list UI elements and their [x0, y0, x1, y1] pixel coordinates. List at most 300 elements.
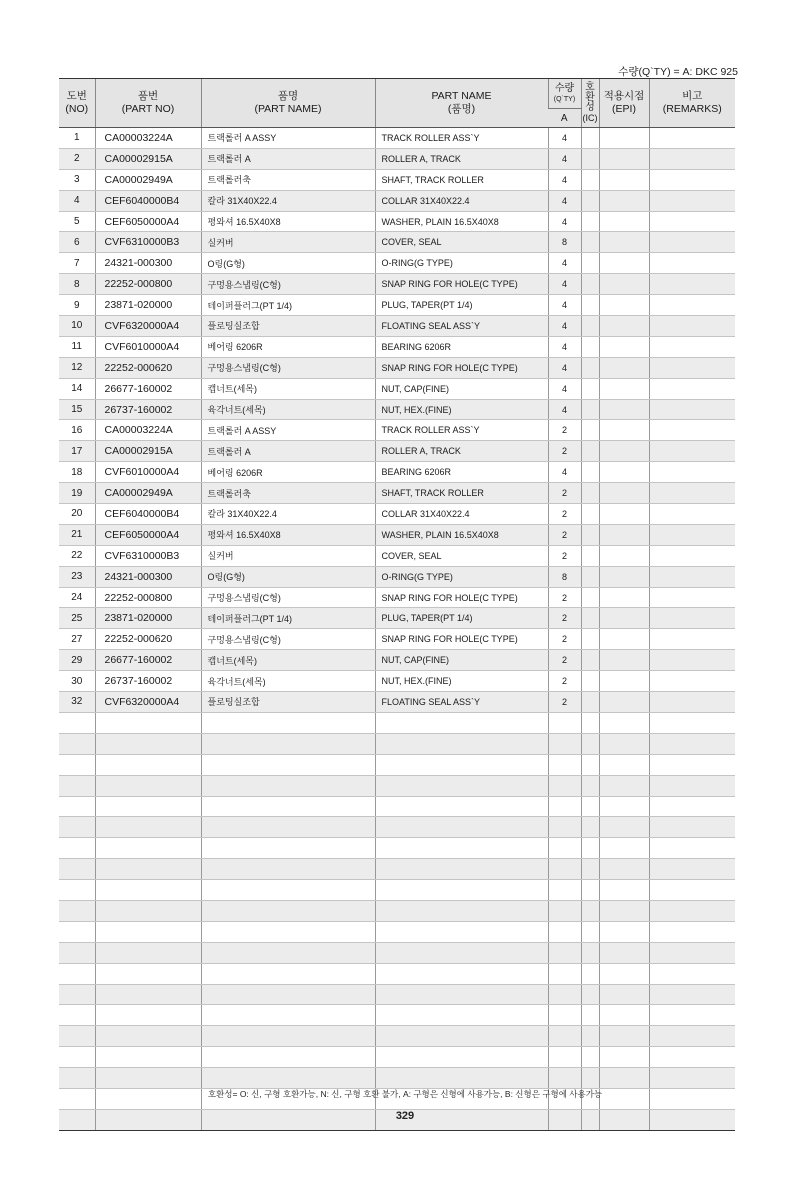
header-no-ko: 도번	[66, 90, 87, 102]
cell-epi	[599, 900, 649, 921]
table-row	[59, 295, 735, 316]
cell-epi	[599, 796, 649, 817]
cell-part-no	[95, 712, 201, 733]
cell-epi	[599, 712, 649, 733]
cell-part-no	[95, 1068, 201, 1089]
table-row	[59, 963, 735, 984]
cell-no	[59, 942, 95, 963]
cell-part-name-ko: 트랙롤러축	[201, 169, 375, 190]
cell-quantity-a	[548, 942, 581, 963]
cell-interchangeability	[581, 504, 599, 525]
parts-list-table	[59, 78, 735, 1131]
cell-epi	[599, 190, 649, 211]
cell-no: 23	[59, 566, 95, 587]
cell-part-name-ko: 트랙롤러 A ASSY	[201, 420, 375, 441]
cell-part-no: 22252-000800	[95, 587, 201, 608]
table-row	[59, 921, 735, 942]
cell-quantity-a: 4	[548, 274, 581, 295]
cell-epi	[599, 399, 649, 420]
cell-quantity-a: 2	[548, 504, 581, 525]
cell-part-no: CEF6040000B4	[95, 504, 201, 525]
cell-epi	[599, 316, 649, 337]
cell-quantity-a: 4	[548, 211, 581, 232]
cell-interchangeability	[581, 524, 599, 545]
table-row	[59, 357, 735, 378]
table-row	[59, 190, 735, 211]
cell-epi	[599, 629, 649, 650]
cell-part-name-en: O-RING(G TYPE)	[375, 566, 548, 587]
cell-no: 24	[59, 587, 95, 608]
cell-part-no	[95, 1026, 201, 1047]
cell-interchangeability	[581, 859, 599, 880]
cell-epi	[599, 838, 649, 859]
header-remarks-en: (REMARKS)	[662, 103, 722, 115]
cell-remarks	[649, 859, 735, 880]
cell-epi	[599, 566, 649, 587]
cell-interchangeability	[581, 566, 599, 587]
cell-part-name-ko	[201, 1005, 375, 1026]
cell-epi	[599, 817, 649, 838]
cell-epi	[599, 295, 649, 316]
cell-part-no	[95, 859, 201, 880]
cell-no	[59, 733, 95, 754]
cell-part-name-en: ROLLER A, TRACK	[375, 148, 548, 169]
cell-quantity-a: 4	[548, 148, 581, 169]
cell-part-no	[95, 1047, 201, 1068]
header-part-no-en: (PART NO)	[121, 103, 175, 115]
cell-epi	[599, 336, 649, 357]
cell-part-name-en	[375, 963, 548, 984]
header-part-name-ko	[201, 79, 375, 128]
cell-no: 11	[59, 336, 95, 357]
cell-part-name-ko	[201, 838, 375, 859]
cell-part-no: CVF6320000A4	[95, 316, 201, 337]
table-row	[59, 420, 735, 441]
cell-quantity-a	[548, 1068, 581, 1089]
cell-remarks	[649, 838, 735, 859]
table-row	[59, 441, 735, 462]
cell-no: 19	[59, 483, 95, 504]
table-row	[59, 128, 735, 149]
header-quantity-a: A	[548, 109, 581, 128]
table-row	[59, 900, 735, 921]
cell-no	[59, 796, 95, 817]
cell-part-name-en: TRACK ROLLER ASS`Y	[375, 420, 548, 441]
cell-epi	[599, 984, 649, 1005]
cell-interchangeability	[581, 963, 599, 984]
cell-quantity-a: 4	[548, 253, 581, 274]
cell-interchangeability	[581, 796, 599, 817]
cell-part-no: CVF6320000A4	[95, 692, 201, 713]
cell-quantity-a: 2	[548, 587, 581, 608]
cell-part-name-en	[375, 817, 548, 838]
cell-epi	[599, 504, 649, 525]
cell-quantity-a	[548, 712, 581, 733]
cell-quantity-a: 4	[548, 128, 581, 149]
table-row	[59, 253, 735, 274]
cell-remarks	[649, 211, 735, 232]
table-row	[59, 1068, 735, 1089]
cell-no: 16	[59, 420, 95, 441]
cell-epi	[599, 169, 649, 190]
cell-epi	[599, 211, 649, 232]
cell-part-name-en: O-RING(G TYPE)	[375, 253, 548, 274]
cell-quantity-a: 2	[548, 483, 581, 504]
cell-part-name-ko	[201, 775, 375, 796]
cell-part-name-en: SHAFT, TRACK ROLLER	[375, 483, 548, 504]
header-no-en: (NO)	[65, 103, 89, 115]
cell-quantity-a: 4	[548, 169, 581, 190]
cell-remarks	[649, 921, 735, 942]
table-row	[59, 880, 735, 901]
cell-remarks	[649, 1047, 735, 1068]
table-row	[59, 274, 735, 295]
cell-quantity-a: 4	[548, 295, 581, 316]
cell-remarks	[649, 566, 735, 587]
cell-part-no	[95, 817, 201, 838]
cell-quantity-a: 8	[548, 566, 581, 587]
cell-interchangeability	[581, 1005, 599, 1026]
cell-interchangeability	[581, 378, 599, 399]
cell-quantity-a	[548, 1047, 581, 1068]
cell-part-no: CEF6050000A4	[95, 524, 201, 545]
cell-remarks	[649, 733, 735, 754]
cell-part-name-en: NUT, HEX.(FINE)	[375, 399, 548, 420]
cell-no: 10	[59, 316, 95, 337]
cell-epi	[599, 692, 649, 713]
cell-part-name-en	[375, 900, 548, 921]
cell-interchangeability	[581, 1026, 599, 1047]
cell-remarks	[649, 274, 735, 295]
cell-part-name-en: NUT, HEX.(FINE)	[375, 671, 548, 692]
cell-part-no: CA00002915A	[95, 441, 201, 462]
cell-epi	[599, 441, 649, 462]
cell-interchangeability	[581, 169, 599, 190]
cell-quantity-a	[548, 880, 581, 901]
header-epi-ko: 적용시점	[603, 90, 645, 102]
cell-epi	[599, 880, 649, 901]
cell-no	[59, 984, 95, 1005]
cell-part-no	[95, 796, 201, 817]
cell-quantity-a: 2	[548, 608, 581, 629]
cell-no: 32	[59, 692, 95, 713]
cell-part-name-ko: 트랙롤러 A	[201, 148, 375, 169]
cell-quantity-a: 4	[548, 316, 581, 337]
cell-interchangeability	[581, 650, 599, 671]
cell-part-no: CA00003224A	[95, 420, 201, 441]
cell-part-name-en: NUT, CAP(FINE)	[375, 650, 548, 671]
cell-part-name-en	[375, 1026, 548, 1047]
cell-epi	[599, 963, 649, 984]
cell-part-name-ko: 베어링 6206R	[201, 336, 375, 357]
cell-remarks	[649, 128, 735, 149]
table-row	[59, 859, 735, 880]
cell-part-name-en	[375, 1068, 548, 1089]
cell-part-name-ko	[201, 754, 375, 775]
cell-no	[59, 1026, 95, 1047]
cell-interchangeability	[581, 900, 599, 921]
cell-epi	[599, 357, 649, 378]
table-row	[59, 211, 735, 232]
cell-part-no	[95, 984, 201, 1005]
cell-interchangeability	[581, 399, 599, 420]
cell-part-no: 26737-160002	[95, 399, 201, 420]
table-row	[59, 608, 735, 629]
cell-epi	[599, 775, 649, 796]
cell-part-no	[95, 1005, 201, 1026]
cell-part-no: 22252-000620	[95, 629, 201, 650]
cell-part-name-ko: 트랙롤러 A	[201, 441, 375, 462]
cell-part-name-ko: 플로팅실조합	[201, 316, 375, 337]
cell-no	[59, 921, 95, 942]
cell-remarks	[649, 357, 735, 378]
cell-epi	[599, 232, 649, 253]
cell-quantity-a	[548, 838, 581, 859]
cell-part-name-en: COLLAR 31X40X22.4	[375, 190, 548, 211]
cell-epi	[599, 524, 649, 545]
cell-part-no: 24321-000300	[95, 253, 201, 274]
cell-interchangeability	[581, 754, 599, 775]
cell-part-name-en: NUT, CAP(FINE)	[375, 378, 548, 399]
cell-part-name-ko: 베어링 6206R	[201, 462, 375, 483]
cell-interchangeability	[581, 629, 599, 650]
cell-interchangeability	[581, 942, 599, 963]
cell-part-name-en: PLUG, TAPER(PT 1/4)	[375, 295, 548, 316]
cell-quantity-a	[548, 900, 581, 921]
cell-part-name-ko: 테이퍼플러그(PT 1/4)	[201, 608, 375, 629]
cell-part-name-en: WASHER, PLAIN 16.5X40X8	[375, 524, 548, 545]
cell-remarks	[649, 754, 735, 775]
cell-part-name-en: BEARING 6206R	[375, 462, 548, 483]
cell-quantity-a: 4	[548, 190, 581, 211]
cell-quantity-a: 8	[548, 232, 581, 253]
cell-part-name-en: SNAP RING FOR HOLE(C TYPE)	[375, 587, 548, 608]
cell-no: 12	[59, 357, 95, 378]
cell-quantity-a: 4	[548, 378, 581, 399]
cell-part-name-ko	[201, 984, 375, 1005]
cell-interchangeability	[581, 211, 599, 232]
cell-part-name-en: WASHER, PLAIN 16.5X40X8	[375, 211, 548, 232]
cell-no: 17	[59, 441, 95, 462]
cell-no	[59, 963, 95, 984]
cell-part-no: 26677-160002	[95, 650, 201, 671]
cell-remarks	[649, 378, 735, 399]
cell-part-name-en: FLOATING SEAL ASS`Y	[375, 692, 548, 713]
cell-quantity-a	[548, 775, 581, 796]
cell-interchangeability	[581, 587, 599, 608]
cell-quantity-a: 4	[548, 336, 581, 357]
cell-no: 15	[59, 399, 95, 420]
cell-part-no: 23871-020000	[95, 295, 201, 316]
header-quantity-ko: 수량	[554, 82, 575, 94]
table-row	[59, 1047, 735, 1068]
cell-part-name-ko: 평와셔 16.5X40X8	[201, 524, 375, 545]
cell-part-no: CA00003224A	[95, 128, 201, 149]
cell-part-name-ko: 캡너트(세목)	[201, 378, 375, 399]
cell-part-name-en: PLUG, TAPER(PT 1/4)	[375, 608, 548, 629]
cell-no	[59, 1047, 95, 1068]
header-part-name-ko-title: 품명	[277, 90, 299, 102]
header-part-name-en-title: PART NAME	[431, 90, 492, 102]
cell-no: 25	[59, 608, 95, 629]
cell-remarks	[649, 524, 735, 545]
cell-remarks	[649, 900, 735, 921]
cell-no: 2	[59, 148, 95, 169]
table-row	[59, 524, 735, 545]
cell-no: 5	[59, 211, 95, 232]
cell-part-name-en: ROLLER A, TRACK	[375, 441, 548, 462]
cell-remarks	[649, 148, 735, 169]
cell-quantity-a	[548, 963, 581, 984]
cell-remarks	[649, 190, 735, 211]
cell-epi	[599, 462, 649, 483]
cell-remarks	[649, 984, 735, 1005]
cell-part-name-en: TRACK ROLLER ASS`Y	[375, 128, 548, 149]
cell-part-no	[95, 942, 201, 963]
cell-no	[59, 1005, 95, 1026]
cell-epi	[599, 378, 649, 399]
cell-interchangeability	[581, 880, 599, 901]
cell-part-no: 24321-000300	[95, 566, 201, 587]
cell-part-name-ko: 실커버	[201, 545, 375, 566]
cell-part-name-ko	[201, 921, 375, 942]
cell-no	[59, 754, 95, 775]
cell-no: 18	[59, 462, 95, 483]
cell-remarks	[649, 692, 735, 713]
cell-part-name-ko	[201, 900, 375, 921]
cell-interchangeability	[581, 1068, 599, 1089]
cell-part-name-ko	[201, 963, 375, 984]
cell-part-name-en	[375, 712, 548, 733]
cell-part-no	[95, 733, 201, 754]
cell-part-name-ko: 육각너트(세목)	[201, 671, 375, 692]
cell-quantity-a: 2	[548, 441, 581, 462]
cell-part-name-en	[375, 1047, 548, 1068]
table-row	[59, 566, 735, 587]
cell-interchangeability	[581, 462, 599, 483]
header-epi-en: (EPI)	[612, 103, 636, 115]
cell-part-name-en	[375, 796, 548, 817]
table-row	[59, 629, 735, 650]
cell-part-no	[95, 900, 201, 921]
cell-remarks	[649, 483, 735, 504]
cell-remarks	[649, 1005, 735, 1026]
cell-epi	[599, 420, 649, 441]
cell-part-name-en: SNAP RING FOR HOLE(C TYPE)	[375, 274, 548, 295]
cell-interchangeability	[581, 483, 599, 504]
table-row	[59, 483, 735, 504]
cell-interchangeability	[581, 336, 599, 357]
cell-no	[59, 859, 95, 880]
cell-part-no: 26737-160002	[95, 671, 201, 692]
cell-part-name-en	[375, 921, 548, 942]
cell-part-name-ko: O링(G형)	[201, 253, 375, 274]
cell-interchangeability	[581, 671, 599, 692]
table-row	[59, 942, 735, 963]
cell-epi	[599, 1068, 649, 1089]
cell-part-name-en	[375, 1005, 548, 1026]
cell-epi	[599, 1005, 649, 1026]
table-row	[59, 838, 735, 859]
cell-remarks	[649, 253, 735, 274]
cell-quantity-a	[548, 754, 581, 775]
cell-no	[59, 775, 95, 796]
cell-part-no: CVF6310000B3	[95, 545, 201, 566]
cell-remarks	[649, 587, 735, 608]
cell-epi	[599, 274, 649, 295]
cell-epi	[599, 253, 649, 274]
header-part-name-ko-sub: (PART NAME)	[254, 103, 322, 115]
cell-quantity-a	[548, 733, 581, 754]
table-header	[59, 79, 735, 128]
cell-part-name-en: SNAP RING FOR HOLE(C TYPE)	[375, 629, 548, 650]
cell-quantity-a	[548, 817, 581, 838]
cell-part-name-en	[375, 733, 548, 754]
table-row	[59, 462, 735, 483]
cell-no: 22	[59, 545, 95, 566]
cell-part-no: CA00002949A	[95, 483, 201, 504]
cell-part-name-ko: 구멍용스냅링(C형)	[201, 587, 375, 608]
cell-interchangeability	[581, 608, 599, 629]
cell-interchangeability	[581, 712, 599, 733]
cell-quantity-a: 2	[548, 420, 581, 441]
cell-part-no	[95, 963, 201, 984]
cell-remarks	[649, 295, 735, 316]
cell-part-name-ko	[201, 1068, 375, 1089]
table-row	[59, 1005, 735, 1026]
cell-remarks	[649, 462, 735, 483]
cell-quantity-a	[548, 921, 581, 942]
cell-part-name-ko: 실커버	[201, 232, 375, 253]
cell-part-name-ko: 칼라 31X40X22.4	[201, 190, 375, 211]
cell-epi	[599, 733, 649, 754]
cell-part-name-ko	[201, 817, 375, 838]
cell-no: 8	[59, 274, 95, 295]
table-row	[59, 671, 735, 692]
cell-no: 9	[59, 295, 95, 316]
cell-remarks	[649, 608, 735, 629]
cell-remarks	[649, 1068, 735, 1089]
table-row	[59, 796, 735, 817]
table-row	[59, 1026, 735, 1047]
cell-remarks	[649, 650, 735, 671]
cell-quantity-a	[548, 1005, 581, 1026]
cell-interchangeability	[581, 316, 599, 337]
cell-quantity-a: 2	[548, 524, 581, 545]
cell-no	[59, 712, 95, 733]
cell-interchangeability	[581, 253, 599, 274]
cell-part-name-en: COLLAR 31X40X22.4	[375, 504, 548, 525]
cell-part-name-ko	[201, 859, 375, 880]
cell-epi	[599, 587, 649, 608]
cell-part-name-ko	[201, 1047, 375, 1068]
table-row	[59, 316, 735, 337]
cell-part-name-ko	[201, 880, 375, 901]
cell-part-name-en: COVER, SEAL	[375, 232, 548, 253]
cell-part-no	[95, 754, 201, 775]
cell-part-name-ko: 트랙롤러축	[201, 483, 375, 504]
cell-part-name-ko	[201, 796, 375, 817]
table-row	[59, 712, 735, 733]
cell-part-name-en: SHAFT, TRACK ROLLER	[375, 169, 548, 190]
cell-no	[59, 1068, 95, 1089]
table-row	[59, 336, 735, 357]
table-row	[59, 775, 735, 796]
cell-interchangeability	[581, 775, 599, 796]
cell-epi	[599, 671, 649, 692]
header-interchangeability-en: (IC)	[582, 112, 598, 123]
cell-part-name-ko: 캡너트(세목)	[201, 650, 375, 671]
